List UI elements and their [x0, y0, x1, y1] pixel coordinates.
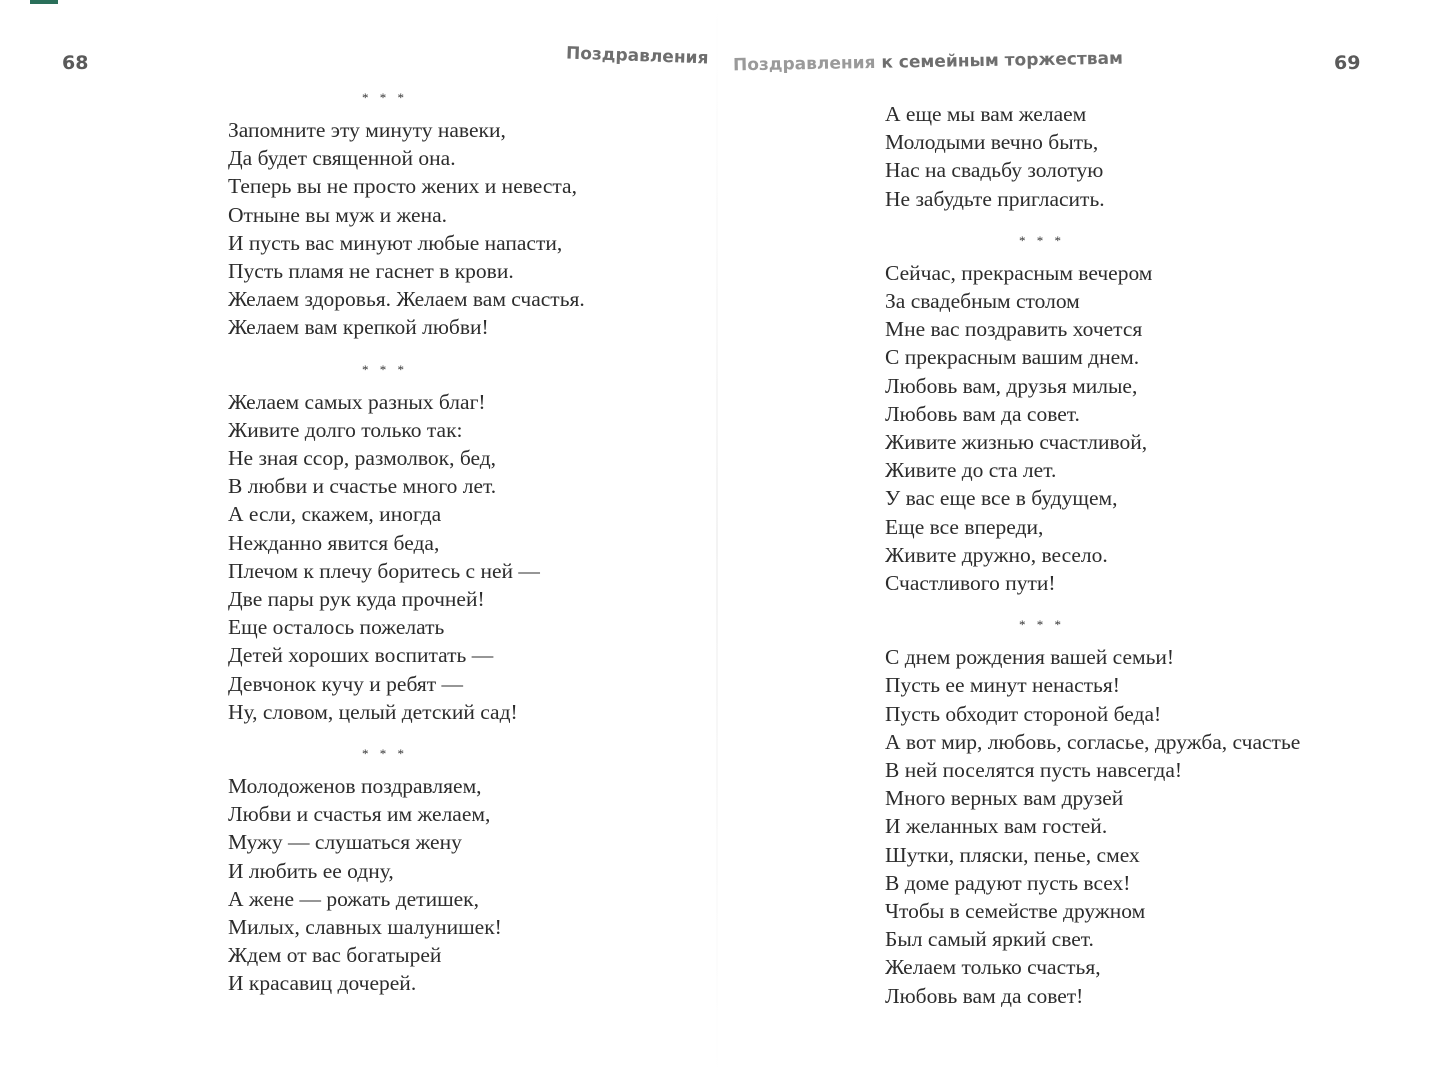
book-gutter	[716, 0, 718, 1080]
poem-line: Молодыми вечно быть,	[885, 130, 1099, 155]
poem-line: Много верных вам друзей	[885, 786, 1124, 811]
poem-line: В любви и счастье много лет.	[228, 474, 497, 499]
left-poem-3	[228, 772, 698, 998]
poem-line: Девчонок кучу и ребят —	[228, 671, 464, 696]
poem-line: Желаем вам крепкой любви!	[228, 315, 489, 340]
right-running-head	[733, 49, 1123, 76]
poem-line: А если, скажем, иногда	[228, 502, 442, 527]
poem-line: Пусть пламя не гаснет в крови.	[228, 259, 514, 284]
poem-line: Отныне вы муж и жена.	[228, 202, 447, 227]
right-poem-2	[885, 259, 1405, 597]
poem-line: И желанных вам гостей.	[885, 814, 1108, 839]
poem-line: Нежданно явится беда,	[228, 530, 440, 555]
poem-line: Чтобы в семействе дружном	[885, 899, 1146, 924]
stanza-separator: * * *	[362, 90, 408, 105]
poem-line: С прекрасным вашим днем.	[885, 345, 1140, 370]
right-page-text	[885, 100, 1405, 1020]
poem-line: А вот мир, любовь, согласье, дружба, счастье	[885, 729, 1301, 754]
poem-line: Живите до ста лет.	[885, 458, 1057, 483]
poem-line: Нас на свадьбу золотую	[885, 158, 1104, 183]
poem-line: Любовь вам, друзья милые,	[885, 373, 1138, 398]
left-running-head: Поздравления	[565, 43, 709, 69]
poem-line: Счастливого пути!	[885, 571, 1056, 596]
poem-line: Пусть ее минут ненастья!	[885, 673, 1120, 698]
right-poem-3	[885, 643, 1405, 1010]
poem-line: Мужу — слушаться жену	[228, 830, 462, 855]
poem-line: Сейчас, прекрасным вечером	[885, 260, 1153, 285]
left-page-text	[228, 80, 698, 1008]
poem-line: И любить ее одну,	[228, 858, 394, 883]
right-running-head-prefix: Поздравления	[732, 52, 876, 76]
poem-line: И красавиц дочерей.	[228, 971, 417, 996]
poem-line: И пусть вас минуют любые напасти,	[228, 230, 563, 255]
poem-line: Запомните эту минуту навеки,	[228, 118, 506, 142]
right-running-head-rest: к семейным торжествам	[875, 48, 1124, 73]
poem-line: Ну, словом, целый детский сад!	[228, 699, 518, 724]
poem-line: С днем рождения вашей семьи!	[885, 645, 1175, 670]
poem-line: Да будет священной она.	[228, 146, 456, 171]
corner-color-mark	[30, 0, 58, 4]
poem-line: Молодоженов поздравляем,	[228, 774, 482, 799]
stanza-separator: * * *	[1019, 232, 1065, 248]
poem-line: Ждем от вас богатырей	[228, 943, 442, 968]
poem-line: В доме радуют пусть всех!	[885, 870, 1131, 895]
poem-line: Любви и счастья им желаем,	[228, 802, 491, 827]
poem-line: Любовь вам да совет.	[885, 401, 1080, 426]
poem-line: Еще осталось пожелать	[228, 615, 445, 640]
poem-line: Живите долго только так:	[228, 417, 463, 442]
poem-line: Милых, славных шалунишек!	[228, 915, 502, 940]
poem-line: Живите дружно, весело.	[885, 542, 1108, 567]
right-poem-1	[885, 100, 1405, 213]
poem-line: Пусть обходит стороной беда!	[885, 701, 1162, 726]
poem-line: Желаем самых разных благ!	[228, 389, 486, 414]
poem-line: Живите жизнью счастливой,	[885, 430, 1148, 455]
left-poem-2	[228, 388, 698, 726]
poem-line: Был самый яркий свет.	[885, 927, 1094, 952]
poem-line: У вас еще все в будущем,	[885, 486, 1118, 511]
poem-line: Теперь вы не просто жених и невеста,	[228, 174, 577, 199]
poem-line: Не забудьте пригласить.	[885, 186, 1105, 211]
poem-line: Две пары рук куда прочней!	[228, 587, 485, 612]
left-poem-1	[228, 116, 698, 342]
stanza-separator: * * *	[362, 361, 408, 377]
poem-line: За свадебным столом	[885, 289, 1080, 314]
right-page-number: 69	[1334, 52, 1361, 74]
stanza-separator: * * *	[1019, 617, 1065, 633]
poem-line: Плечом к плечу боритесь с ней —	[228, 558, 540, 583]
poem-line: Шутки, пляски, пенье, смех	[885, 842, 1140, 867]
poem-line: А еще мы вам желаем	[885, 102, 1087, 126]
stanza-separator: * * *	[362, 746, 408, 762]
poem-line: В ней поселятся пусть навсегда!	[885, 758, 1183, 783]
poem-line: Мне вас поздравить хочется	[885, 317, 1143, 342]
poem-line: Еще все впереди,	[885, 514, 1044, 539]
poem-line: А жене — рожать детишек,	[228, 886, 479, 911]
poem-line: Детей хороших воспитать —	[228, 643, 494, 668]
poem-line: Не зная ссор, размолвок, бед,	[228, 446, 497, 471]
poem-line: Желаем только счастья,	[885, 955, 1101, 980]
left-page-number: 68	[62, 52, 89, 74]
poem-line: Желаем здоровья. Желаем вам счастья.	[228, 287, 585, 312]
poem-line: Любовь вам да совет!	[885, 983, 1084, 1008]
